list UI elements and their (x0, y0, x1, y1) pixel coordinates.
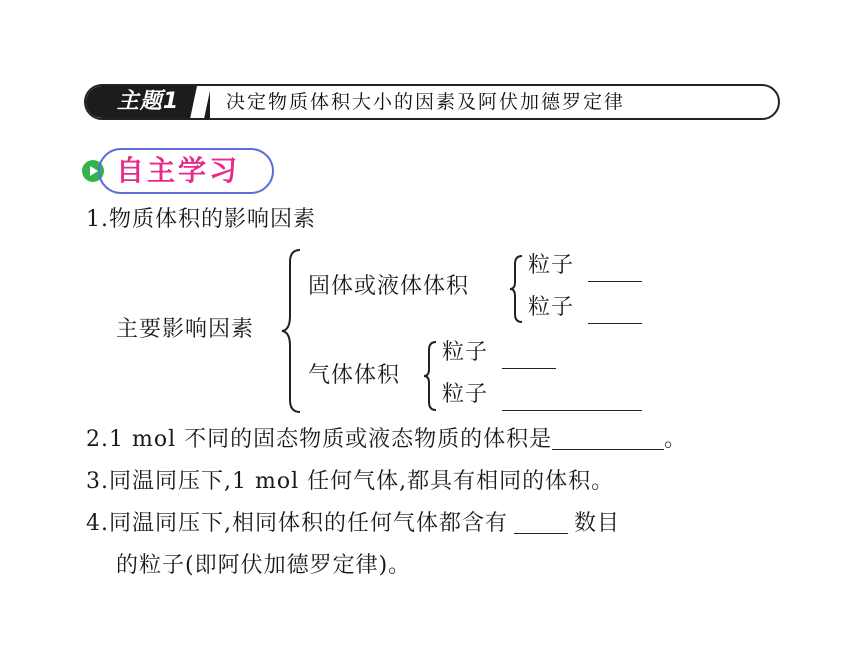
gas-blank-1[interactable] (502, 368, 556, 369)
q4-line1 (86, 510, 620, 538)
solid-liquid-label: 固体或液体体积 (308, 274, 470, 299)
q3-text: 3.同温同压下,1 mol 任何气体,都具有相同的体积。 (86, 469, 615, 494)
q1-heading: 1.物质体积的影响因素 (86, 207, 316, 232)
q2: 2.1 mol 不同的固态物质或液态物质的体积是 。 (86, 427, 688, 452)
q4-text-b: 数目 (574, 511, 621, 536)
topic-title: 决定物质体积大小的因素及阿伏加德罗定律 (226, 91, 626, 113)
solid-blank-1[interactable] (588, 281, 642, 282)
topic-tag: 主题1 (86, 86, 210, 118)
main-factor-label: 主要影响因素 (116, 317, 255, 342)
section-pill (98, 148, 274, 194)
q4-line2: 的粒子(即阿伏加德罗定律)。 (116, 553, 412, 578)
gas-particle-1: 粒子 (442, 340, 489, 365)
section-label: 自主学习 (116, 154, 241, 187)
solid-blank-2[interactable] (588, 323, 642, 324)
solid-brace (508, 254, 526, 324)
q4-text-a: 4.同温同压下,相同体积的任何气体都含有 (86, 511, 508, 536)
gas-brace (422, 340, 440, 412)
gas-blank-2[interactable] (502, 410, 642, 411)
q2-text: 2.1 mol 不同的固态物质或液态物质的体积是 (86, 427, 553, 452)
solid-particle-1: 粒子 (528, 253, 575, 278)
gas-label: 气体体积 (308, 363, 401, 388)
main-brace (280, 248, 306, 414)
q4-blank[interactable] (514, 511, 568, 534)
topic-banner (84, 84, 780, 120)
q2-blank[interactable] (552, 427, 664, 450)
gas-particle-2: 粒子 (442, 382, 489, 407)
solid-particle-2: 粒子 (528, 295, 575, 320)
